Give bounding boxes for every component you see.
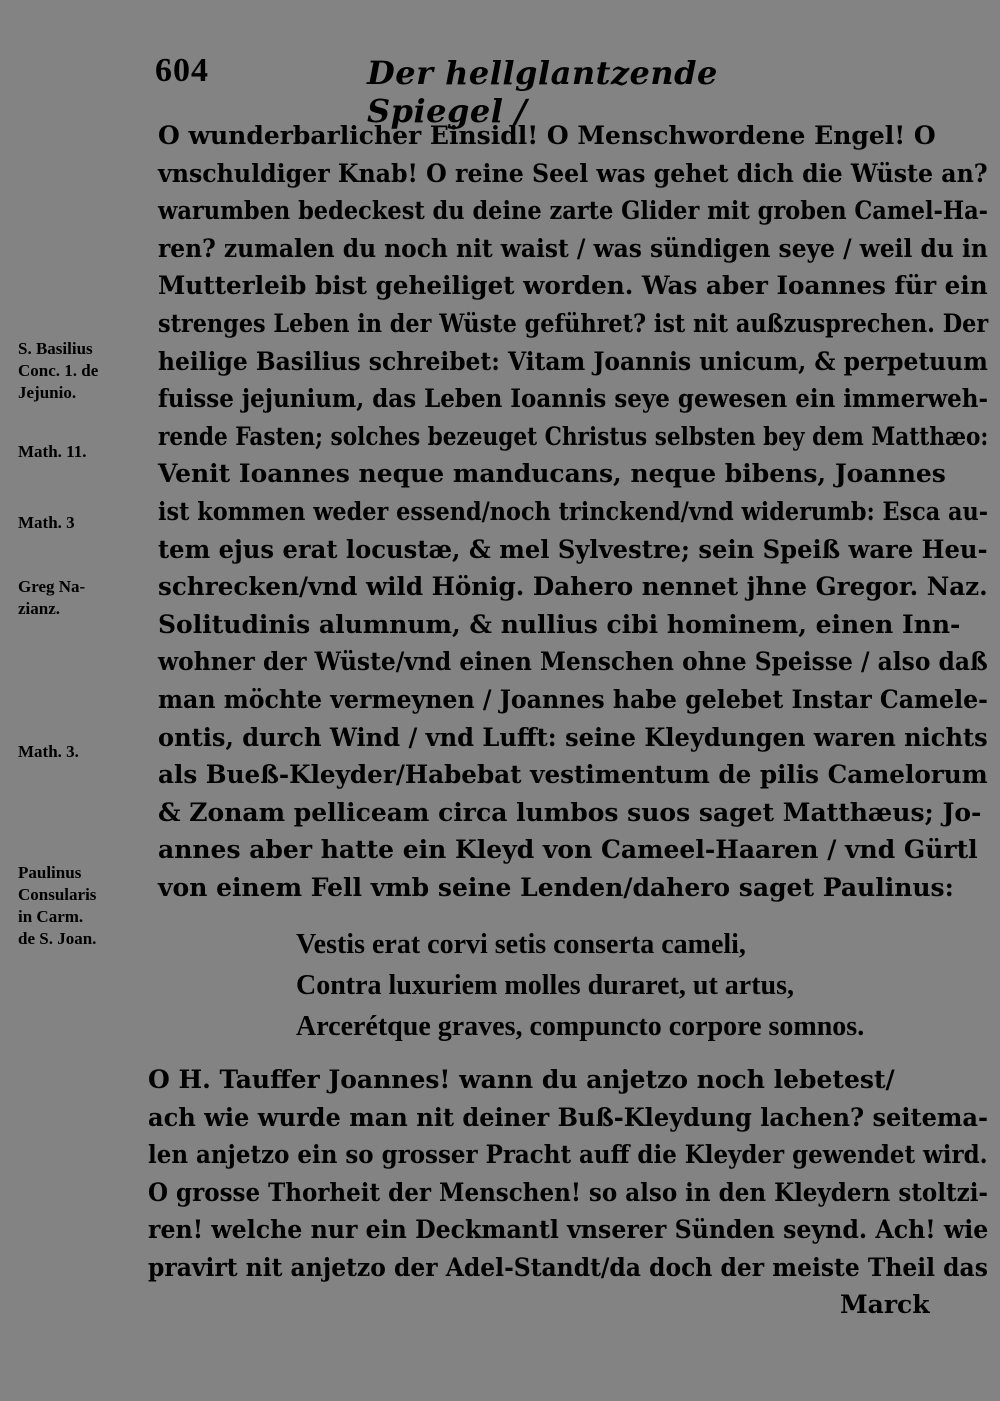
text-line: man möchte vermeynen / Joannes habe gelebet Instar Camele-: [158, 684, 988, 714]
latin-verse: [296, 924, 976, 1047]
text-line: fuisse jejunium, das Leben Ioannis seye gewesen ein immerweh-: [158, 384, 989, 414]
verse-line: Arcerétque graves, compuncto corpore somnos.: [296, 1011, 865, 1042]
margin-note-gregory: Greg Na- zianz.: [18, 577, 86, 618]
text-line: wohner der Wüste/vnd einen Menschen ohne Speisse / also daß: [158, 647, 988, 677]
second-text-block: [148, 1061, 988, 1287]
text-line: warumben bedeckest du deine zarte Glider mit groben Camel-Ha-: [158, 196, 988, 226]
margin-note-math-3a: Math. 3: [18, 513, 75, 532]
margin-note-paulinus: Paulinus Consularis in Carm. de S. Joan.: [18, 863, 97, 948]
text-line: len anjetzo ein so grosser Pracht auff die Kleyder gewendet wird.: [148, 1140, 988, 1170]
text-line: Mutterleib bist geheiliget worden. Was aber Ioannes für ein: [158, 271, 988, 301]
text-line: rende Fasten; solches bezeuget Christus selbsten bey dem Matthæo:: [158, 421, 989, 451]
text-line: als Bueß-Kleyder/Habebat vestimentum de pilis Camelorum: [158, 760, 988, 790]
text-line: vnschuldiger Knab! O reine Seel was gehet dich die Wüste an?: [158, 158, 988, 188]
text-line: ren? zumalen du noch nit waist / was sündigen seye / weil du in: [158, 233, 988, 263]
text-line: schrecken/vnd wild Hönig. Dahero nennet jhne Gregor. Naz.: [158, 572, 988, 602]
text-line: annes aber hatte ein Kleyd von Cameel-Haaren / vnd Gürtl: [158, 835, 978, 865]
catchword: Marck: [840, 1290, 930, 1319]
running-title: Der hellglantzende Spiegel /: [367, 54, 718, 130]
text-line: ist kommen weder essend/noch trinckend/vnd widerumb: Esca au-: [158, 496, 989, 526]
text-line: O grosse Thorheit der Menschen! so also in den Kleydern stoltzi-: [148, 1177, 988, 1207]
main-text-block: [158, 117, 988, 906]
text-line: strenges Leben in der Wüste geführet? ist nit außzusprechen. Der: [158, 308, 989, 338]
text-line: Venit Ioannes neque manducans, neque bibens, Joannes: [158, 459, 946, 489]
text-line: ach wie wurde man nit deiner Buß-Kleydung lachen? seitema-: [148, 1102, 989, 1132]
margin-note-math-3b: Math. 3.: [18, 742, 79, 761]
margin-note-math-11: Math. 11.: [18, 442, 87, 461]
text-line: ontis, durch Wind / vnd Lufft: seine Kleydungen waren nichts: [158, 722, 988, 752]
text-line: ren! welche nur ein Deckmantl vnserer Sünden seynd. Ach! wie: [148, 1215, 989, 1245]
verse-line: Vestis erat corvi setis conserta cameli,: [296, 929, 746, 960]
text-line: O H. Tauffer Joannes! wann du anjetzo noch lebetest/: [148, 1065, 895, 1094]
text-line: heilige Basilius schreibet: Vitam Joannis unicum, & perpetuum: [158, 346, 988, 376]
text-line: O wunderbarlicher Einsidl! O Menschwordene Engel! O: [158, 121, 936, 150]
verse-line: Contra luxuriem molles duraret, ut artus,: [296, 970, 794, 1001]
text-line: & Zonam pelliceam circa lumbos suos saget Matthæus; Jo-: [158, 797, 982, 827]
text-line: von einem Fell vmb seine Lenden/dahero saget Paulinus:: [158, 872, 954, 902]
page-header: [155, 52, 855, 130]
page-number: 604: [155, 52, 209, 89]
text-line: pravirt nit anjetzo der Adel-Standt/da doch der meiste Theil das: [148, 1252, 988, 1282]
text-line: tem ejus erat locustæ, & mel Sylvestre; sein Speiß ware Heu-: [158, 534, 988, 564]
margin-note-basilius: S. Basilius Conc. 1. de Jejunio.: [18, 339, 99, 402]
text-line: Solitudinis alumnum, & nullius cibi hominem, einen Inn-: [158, 609, 961, 639]
